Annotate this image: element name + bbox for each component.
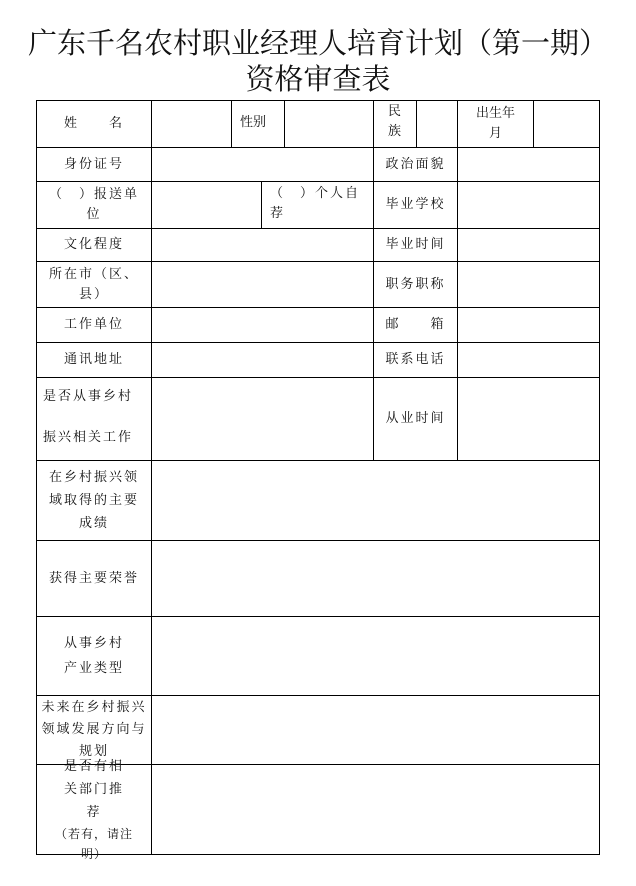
label-city: 所在市（区、县） [37,262,152,308]
label-honors: 获得主要荣誉 [37,541,152,617]
label-org-recommend: （ ）报送单位 [37,182,152,229]
label-education: 文化程度 [37,229,152,262]
field-work-years[interactable] [458,378,600,461]
label-id-number: 身份证号 [37,148,152,182]
label-political: 政治面貌 [374,148,458,182]
label-achievements: 在乡村振兴领域取得的主要成绩 [37,461,152,541]
label-school: 毕业学校 [374,182,458,229]
field-honors[interactable] [152,541,600,617]
field-plan[interactable] [152,696,600,765]
form-subtitle: 资格审查表 [245,62,391,96]
label-phone: 联系电话 [374,343,458,378]
field-postcode[interactable] [458,308,600,343]
label-industry: 从事乡村产业类型 [37,617,152,696]
label-grad-time: 毕业时间 [374,229,458,262]
label-gender: 性别 [232,101,285,148]
label-rural-work-line2: 振兴相关工作 [43,430,134,445]
field-dept-recommend[interactable] [152,765,600,855]
field-employer[interactable] [152,308,374,343]
field-name[interactable] [152,101,232,148]
label-dept-recommend-text: 是否有相关部门推荐 [63,759,124,820]
label-work-years: 从业时间 [374,378,458,461]
field-school[interactable] [458,182,600,229]
field-address[interactable] [152,343,374,378]
field-rural-work[interactable] [152,378,374,461]
field-grad-time[interactable] [458,229,600,262]
field-birth[interactable] [534,101,600,148]
field-gender[interactable] [285,101,374,148]
qualification-table [36,100,600,861]
field-education[interactable] [152,229,374,262]
field-city[interactable] [152,262,374,308]
field-phone[interactable] [458,343,600,378]
field-title-rank[interactable] [458,262,600,308]
field-org-recommend[interactable] [152,182,262,229]
label-birth: 出生年月 [458,101,534,148]
label-dept-recommend [37,759,152,861]
label-dept-recommend-note: （若有，请注明） [54,827,133,861]
label-postcode: 邮 箱 [374,308,458,343]
label-employer: 工作单位 [37,308,152,343]
label-name: 姓 名 [37,101,152,148]
label-ethnicity: 民族 [374,101,417,148]
label-rural-work-line1: 是否从事乡村 [43,389,134,404]
label-plan: 未来在乡村振兴领域发展方向与规划 [37,696,152,765]
label-title-rank: 职务职称 [374,262,458,308]
field-political[interactable] [458,148,600,182]
field-ethnicity[interactable] [417,101,458,148]
label-self-recommend: （ ）个人自荐 [262,182,374,229]
form-title: 广东千名农村职业经理人培育计划（第一期） [27,26,608,60]
field-industry[interactable] [152,617,600,696]
field-achievements[interactable] [152,461,600,541]
label-rural-work [37,378,152,461]
field-id-number[interactable] [152,148,374,182]
label-address: 通讯地址 [37,343,152,378]
